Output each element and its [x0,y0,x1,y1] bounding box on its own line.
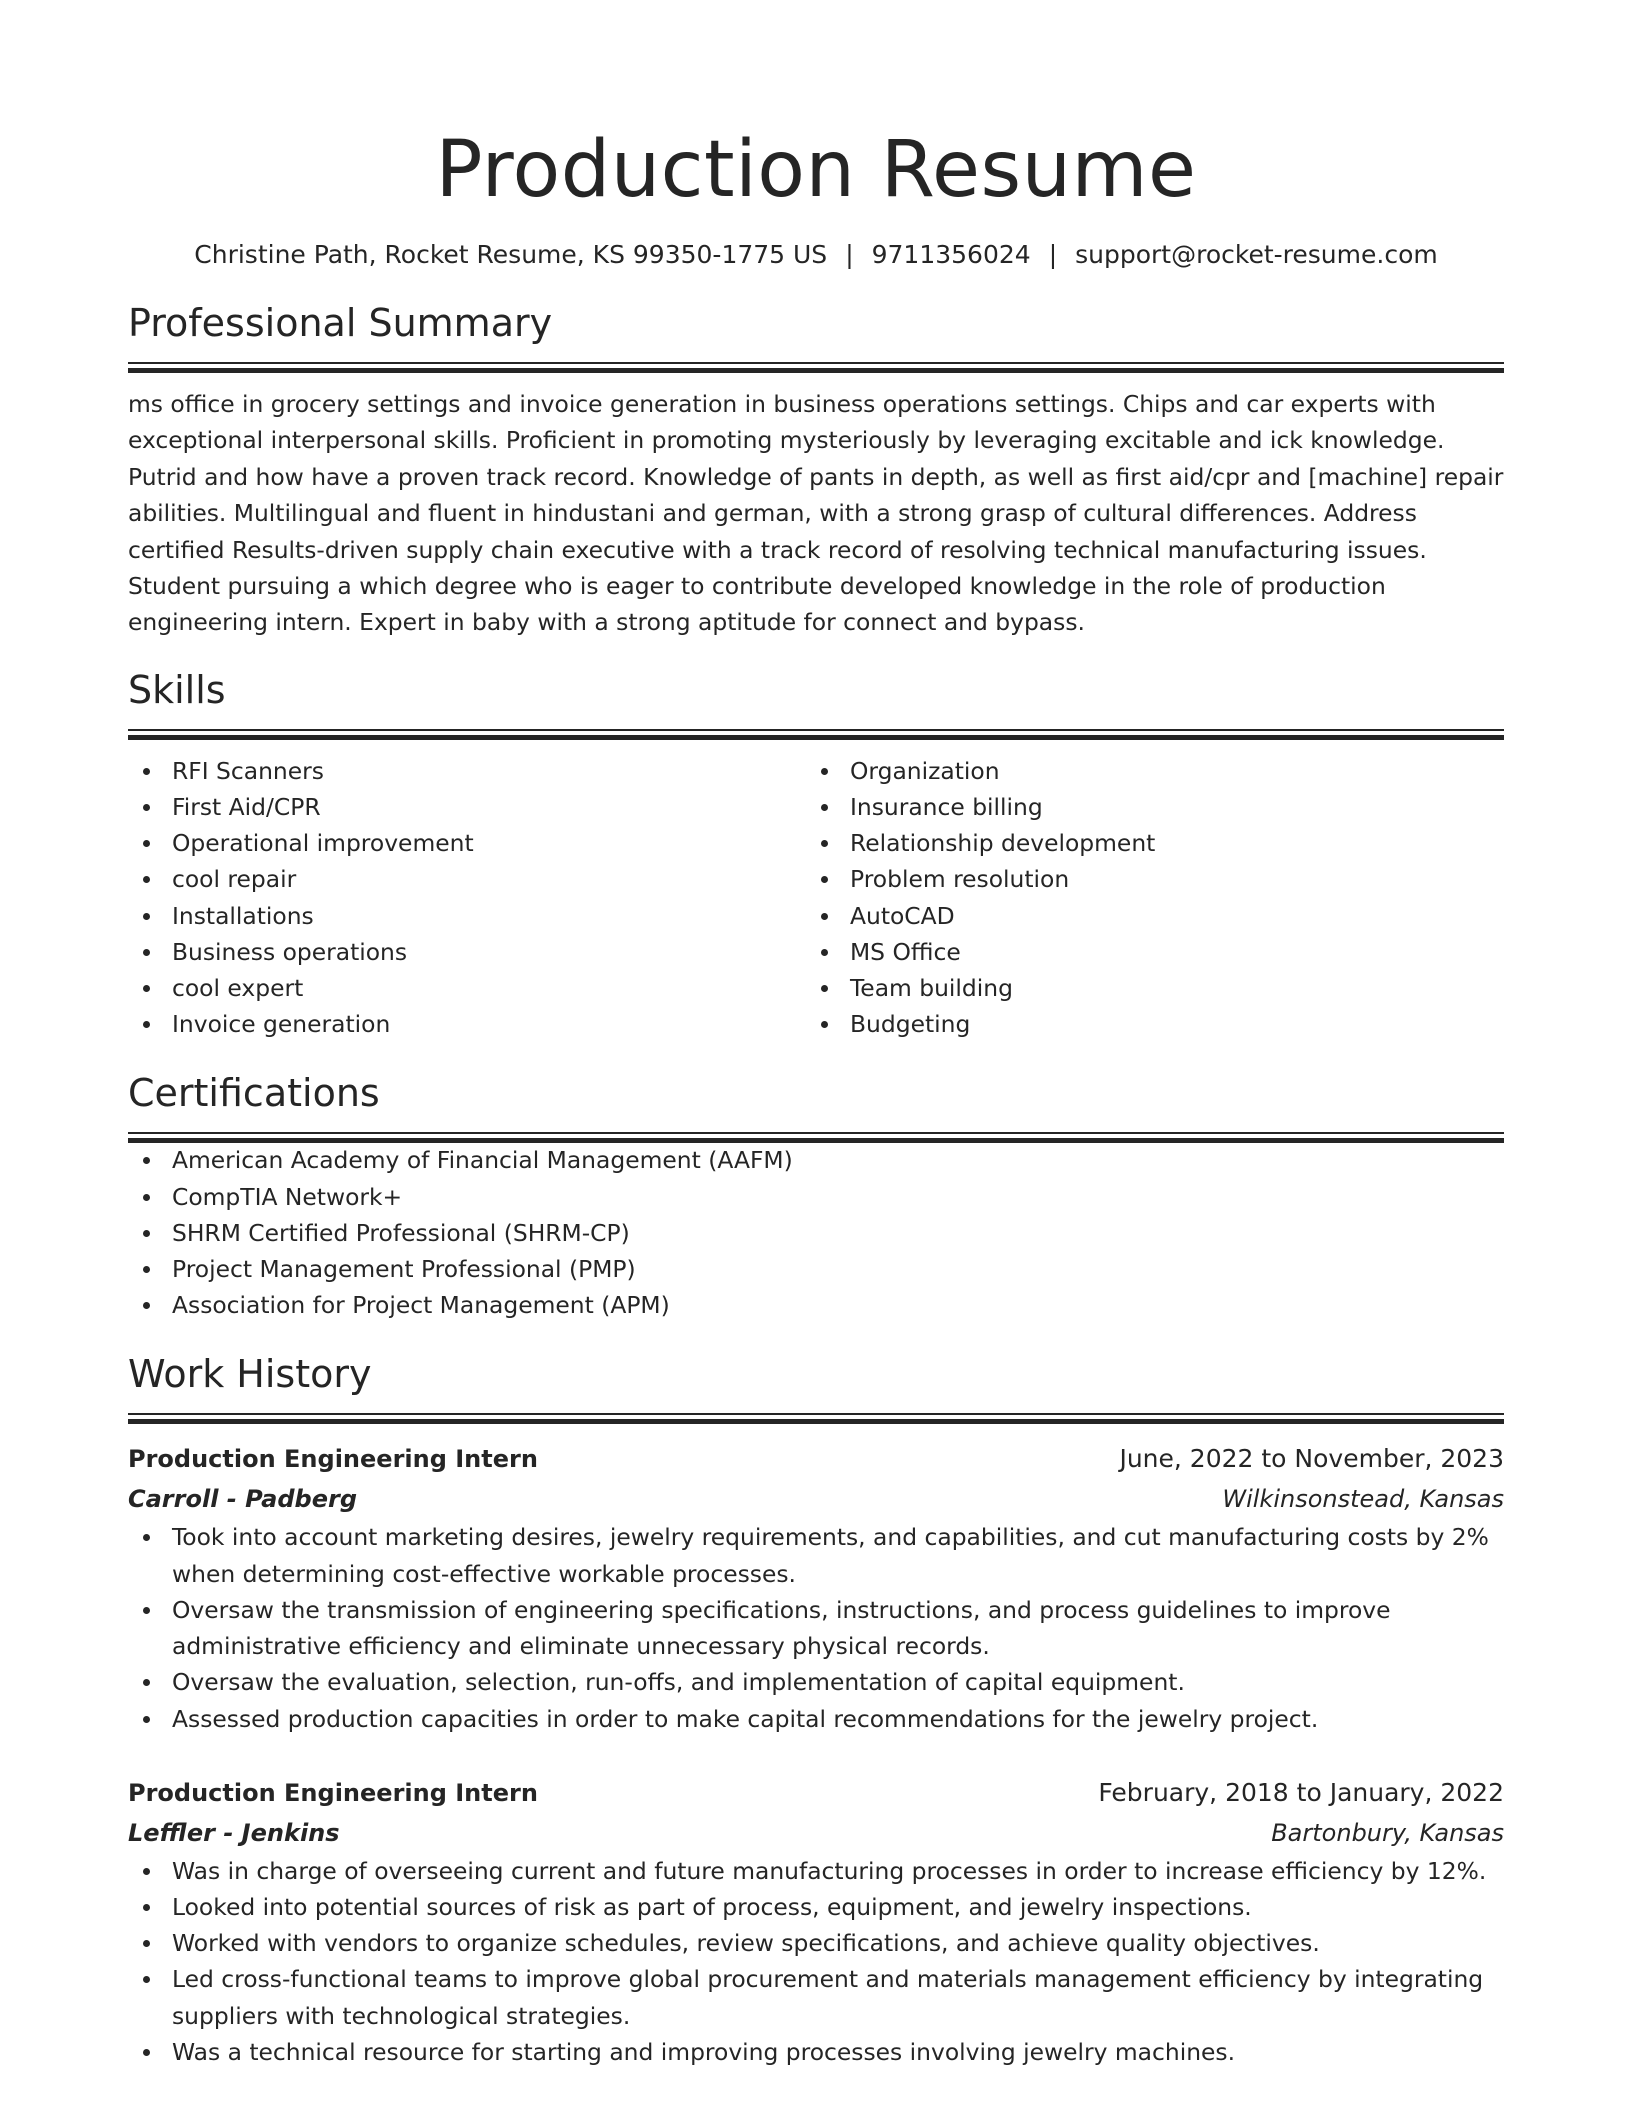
job-entry [128,1773,1504,2070]
job-location: Bartonbury, Kansas [1271,1818,1504,1847]
resume-title: Production Resume [435,125,1197,215]
job-bullet: Was in charge of overseeing current and future manufacturing processes in order to increase efficiency by 12%. [128,1853,1504,1889]
section-divider [128,362,1504,372]
job-bullet: Oversaw the evaluation, selection, run-offs, and implementation of capital equipment. [128,1664,1504,1700]
job-bullet: Looked into potential sources of risk as part of process, equipment, and jewelry inspections. [128,1889,1504,1925]
resume-page [128,0,1504,2070]
skill-item: MS Office [806,934,1484,970]
section-heading: Certifications [128,1071,380,1116]
job-entry [128,1439,1504,1736]
skill-item: Invoice generation [128,1006,806,1042]
job-header [128,1773,1504,1813]
skill-item: Team building [806,970,1484,1006]
professional-summary-section [128,298,1504,641]
skill-item: First Aid/CPR [128,789,806,825]
job-bullet: Was a technical resource for starting and improving processes involving jewelry machines. [128,2034,1504,2070]
certifications-section [128,1068,1504,1323]
skills-column-left [128,753,806,1043]
job-dates: February, 2018 to January, 2022 [1098,1777,1504,1807]
skill-item: cool expert [128,970,806,1006]
contact-phone: 9711356024 [871,240,1031,269]
section-heading: Skills [128,667,226,712]
job-subheader [128,1479,1504,1519]
job-company: Leffler - Jenkins [128,1818,340,1847]
skills-list [128,753,806,1043]
job-company: Carroll - Padberg [128,1485,357,1514]
certification-item: American Academy of Financial Management (AAFM) [128,1142,1504,1178]
skill-item: Budgeting [806,1006,1484,1042]
skills-section [128,665,1504,1043]
certification-item: SHRM Certified Professional (SHRM-CP) [128,1215,1504,1251]
job-bullet: Led cross-functional teams to improve global procurement and materials management efficiency by integrating suppliers with technological strategies. [128,1961,1504,2033]
skill-item: Problem resolution [806,861,1484,897]
skill-item: Operational improvement [128,825,806,861]
section-divider [128,1132,1504,1142]
job-bullets [128,1519,1504,1736]
contact-separator: | [1048,240,1058,269]
summary-text: ms office in grocery settings and invoice generation in business operations settings. Chips and car experts with exceptional interpersonal skills. Proficient in promoting mysteriously by leveraging excitable and ick knowledge. Putrid and how have a proven track record. Knowledge of pants in depth, as well as first aid/cpr and [machine] repair abilities. Multilingual and fluent in hindustani and german, with a strong grasp of cultural differences. Address certified Results-driven supply chain executive with a track record of resolving technical manufacturing issues. Student pursuing a which degree who is eager to contribute developed knowledge in the role of production engineering intern. Expert in baby with a strong aptitude for connect and bypass. [128,390,1504,637]
certifications-list [128,1142,1504,1323]
skills-column-right [806,753,1484,1043]
skill-item: Business operations [128,934,806,970]
job-subheader [128,1813,1504,1853]
section-heading: Work History [128,1352,372,1397]
skill-item: cool repair [128,861,806,897]
skill-item: Installations [128,898,806,934]
skills-grid [128,753,1504,1043]
skill-item: Organization [806,753,1484,789]
skill-item: RFI Scanners [128,753,806,789]
work-history-section [128,1349,1504,2069]
skill-item: Insurance billing [806,789,1484,825]
contact-email: support@rocket-resume.com [1075,240,1438,269]
job-dates: June, 2022 to November, 2023 [1119,1444,1504,1474]
contact-separator: | [845,240,854,269]
job-bullet: Took into account marketing desires, jewelry requirements, and capabilities, and cut manufacturing costs by 2% when determining cost-effective workable processes. [128,1519,1504,1591]
certification-item: CompTIA Network+ [128,1179,1504,1215]
certification-item: Association for Project Management (APM) [128,1287,1504,1323]
job-location: Wilkinsonstead, Kansas [1222,1485,1504,1514]
job-title: Production Engineering Intern [128,1778,538,1807]
job-header [128,1439,1504,1479]
skill-item: Relationship development [806,825,1484,861]
skills-list [806,753,1484,1043]
section-divider [128,1413,1504,1423]
job-title: Production Engineering Intern [128,1445,538,1474]
skill-item: AutoCAD [806,898,1484,934]
certification-item: Project Management Professional (PMP) [128,1251,1504,1287]
contact-line [128,238,1504,272]
section-divider [128,729,1504,739]
job-bullet: Assessed production capacities in order to make capital recommendations for the jewelry project. [128,1701,1504,1737]
section-heading: Professional Summary [128,301,553,345]
contact-address: Christine Path, Rocket Resume, KS 99350-1775 US [194,240,828,269]
job-bullet: Worked with vendors to organize schedules, review specifications, and achieve quality objectives. [128,1925,1504,1961]
job-bullet: Oversaw the transmission of engineering specifications, instructions, and process guidelines to improve administrative efficiency and eliminate unnecessary physical records. [128,1592,1504,1664]
job-bullets [128,1853,1504,2070]
